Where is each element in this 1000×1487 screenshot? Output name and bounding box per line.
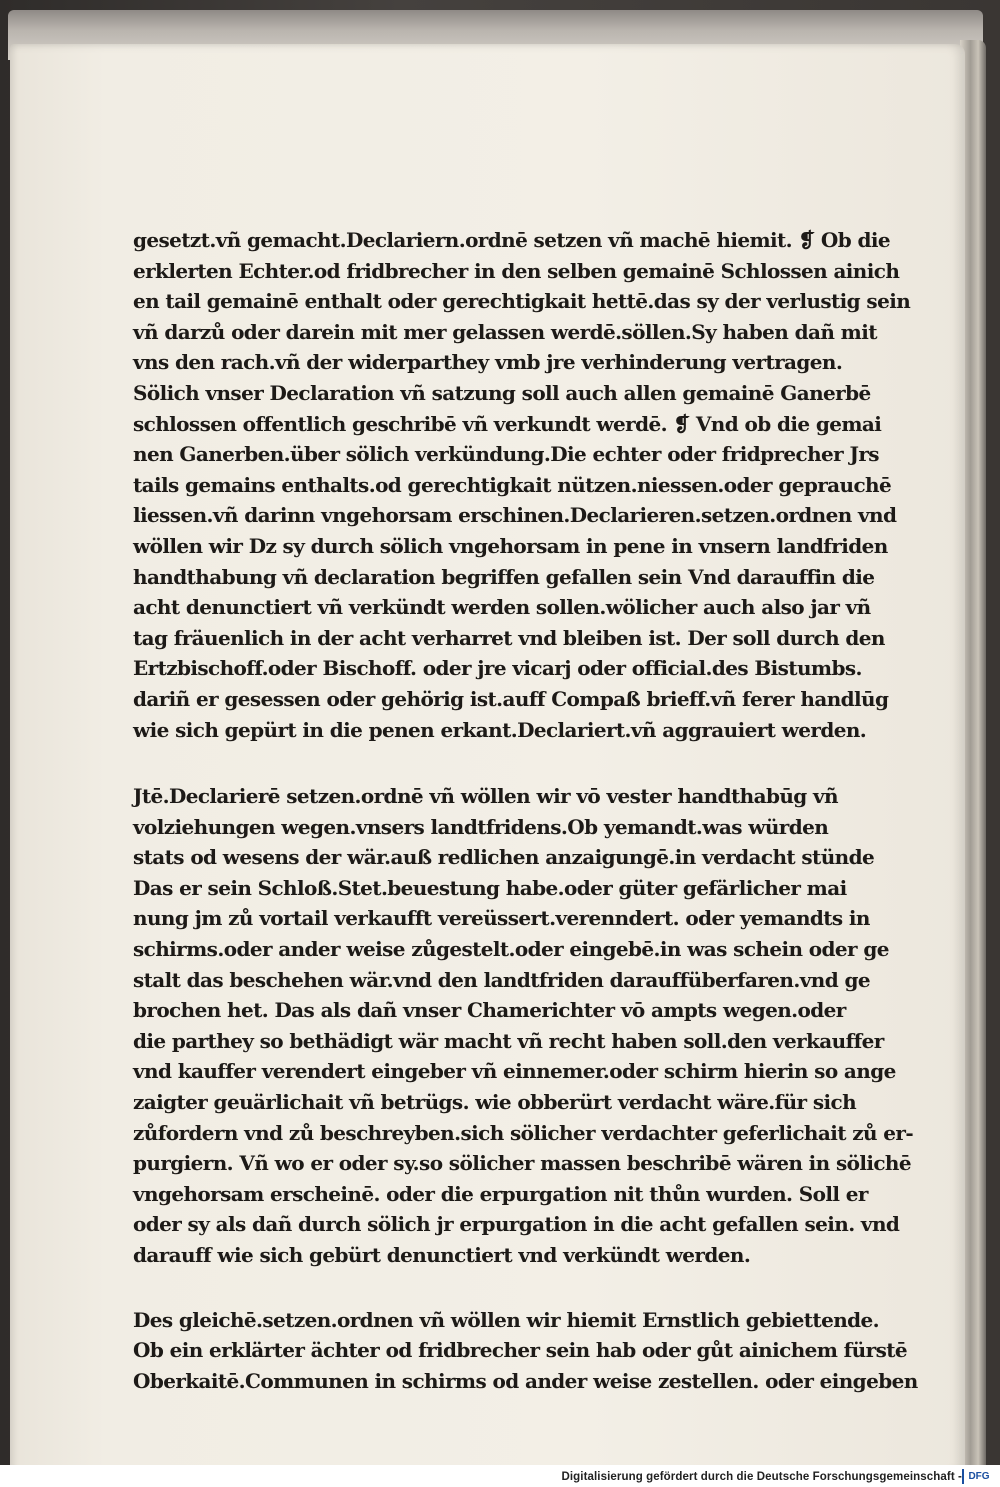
text-line: vñ darzů oder darein mit mer gelassen werdē.söllen.Sy haben dañ mit bbox=[133, 319, 877, 344]
text-line: nen Ganerben.über sölich verkündung.Die echter oder fridprecher Jrs bbox=[133, 442, 879, 467]
text-line: zůfordern vnd zů beschreyben.sich sölicher verdachter geferlichait zů er- bbox=[133, 1120, 914, 1145]
text-line: schlossen offentlich geschribē vñ verkundt werdē. ❡ Vnd ob die gemai bbox=[133, 411, 882, 436]
text-line: Des gleichē.setzen.ordnen vñ wöllen wir hiemit Ernstlich gebiettende. bbox=[133, 1307, 880, 1332]
footer-bar bbox=[0, 1465, 1000, 1487]
text-line: gesetzt.vñ gemacht.Declariern.ordnē setzen vñ machē hiemit. ❡ Ob die bbox=[133, 228, 891, 252]
text-line: oder sy als dañ durch sölich jr erpurgation in die acht gefallen sein. vnd bbox=[133, 1212, 900, 1237]
text-line: wöllen wir Dz sy durch sölich vngehorsam in pene in vnsern landfriden bbox=[133, 533, 888, 558]
text-line: vns den rach.vñ der widerparthey vmb jre verhinderung vertragen. bbox=[133, 350, 843, 375]
text-line: Jtē.Declarierē setzen.ordnē vñ wöllen wir vō vester handthabūg vñ bbox=[133, 784, 838, 809]
text-line: brochen het. Das als dañ vnser Chamerichter vō ampts wegen.oder bbox=[133, 998, 846, 1023]
text-line: zaigter geuärlichait vñ betrügs. wie obberürt verdacht wäre.für sich bbox=[133, 1090, 857, 1115]
text-line: Oberkaitē.Communen in schirms od ander weise zestellen. oder eingeben bbox=[133, 1368, 918, 1393]
dfg-logo: DFG bbox=[962, 1469, 994, 1484]
text-line: purgiern. Vñ wo er oder sy.so sölicher massen beschribē wären in sölichē bbox=[133, 1151, 911, 1176]
funding-credit: Digitalisierung gefördert durch die Deutsche Forschungsgemeinschaft - bbox=[561, 1471, 962, 1483]
paragraph-3 bbox=[133, 1305, 918, 1397]
text-line: vngehorsam erscheinē. oder die erpurgation nit thůn wurden. Soll er bbox=[133, 1181, 868, 1206]
text-line: stalt das beschehen wär.vnd den landtfriden darauffüberfaren.vnd ge bbox=[133, 967, 870, 992]
text-line: Das er sein Schloß.Stet.beuestung habe.oder güter gefärlicher mai bbox=[133, 875, 847, 900]
text-line: en tail gemainē enthalt oder gerechtigkait hettē.das sy der verlustig sein bbox=[133, 289, 911, 314]
text-line: wie sich gepürt in die penen erkant.Declariert.vñ aggrauiert werden. bbox=[133, 717, 867, 742]
text-line: acht denunctiert vñ verkündt werden sollen.wölicher auch also jar vñ bbox=[133, 595, 871, 620]
text-line: erklerten Echter.od fridbrecher in den selben gemainē Schlossen ainich bbox=[133, 258, 900, 283]
text-line: stats od wesens der wär.auß redlichen anzaigungē.in verdacht stünde bbox=[133, 845, 875, 870]
text-line: tag fräuenlich in der acht verharret vnd bleiben ist. Der soll durch den bbox=[133, 625, 885, 650]
text-line: die parthey so bethädigt wär macht vñ recht haben soll.den verkauffer bbox=[133, 1028, 884, 1053]
text-line: tails gemains enthalts.od gerechtigkait nützen.niessen.oder geprauchē bbox=[133, 472, 892, 497]
text-line: handthabung vñ declaration begriffen gefallen sein Vnd darauffin die bbox=[133, 564, 875, 589]
text-line: dariñ er gesessen oder gehörig ist.auff Compaß brieff.vñ ferer handlūg bbox=[133, 686, 889, 711]
text-line: vnd kauffer verendert eingeber vñ einnemer.oder schirm hierin so ange bbox=[133, 1059, 896, 1084]
text-line: Ob ein erklärter ächter od fridbrecher sein hab oder gůt ainichem fürstē bbox=[133, 1338, 907, 1363]
text-line: schirms.oder ander weise zůgestelt.oder eingebē.in was schein oder ge bbox=[133, 937, 889, 962]
text-line: Sölich vnser Declaration vñ satzung soll auch allen gemainē Ganerbē bbox=[133, 380, 871, 405]
paragraph-2 bbox=[133, 781, 914, 1271]
text-line: Ertzbischoff.oder Bischoff. oder jre vicarj oder official.des Bistumbs. bbox=[133, 656, 862, 681]
text-line: darauff wie sich gebürt denunctiert vnd verkündt werden. bbox=[133, 1243, 751, 1267]
paragraph-gap bbox=[133, 1271, 793, 1305]
text-line: liessen.vñ darinn vngehorsam erschinen.Declarieren.setzen.ordnen vnd bbox=[133, 503, 897, 528]
paragraph-1 bbox=[133, 225, 911, 745]
text-line: volziehungen wegen.vnsers landtfridens.Ob yemandt.was würden bbox=[133, 814, 829, 839]
paragraph-gap bbox=[133, 745, 793, 781]
text-line: nung jm zů vortail verkaufft vereüssert.verenndert. oder yemandts in bbox=[133, 906, 870, 931]
text-block bbox=[133, 225, 918, 1396]
